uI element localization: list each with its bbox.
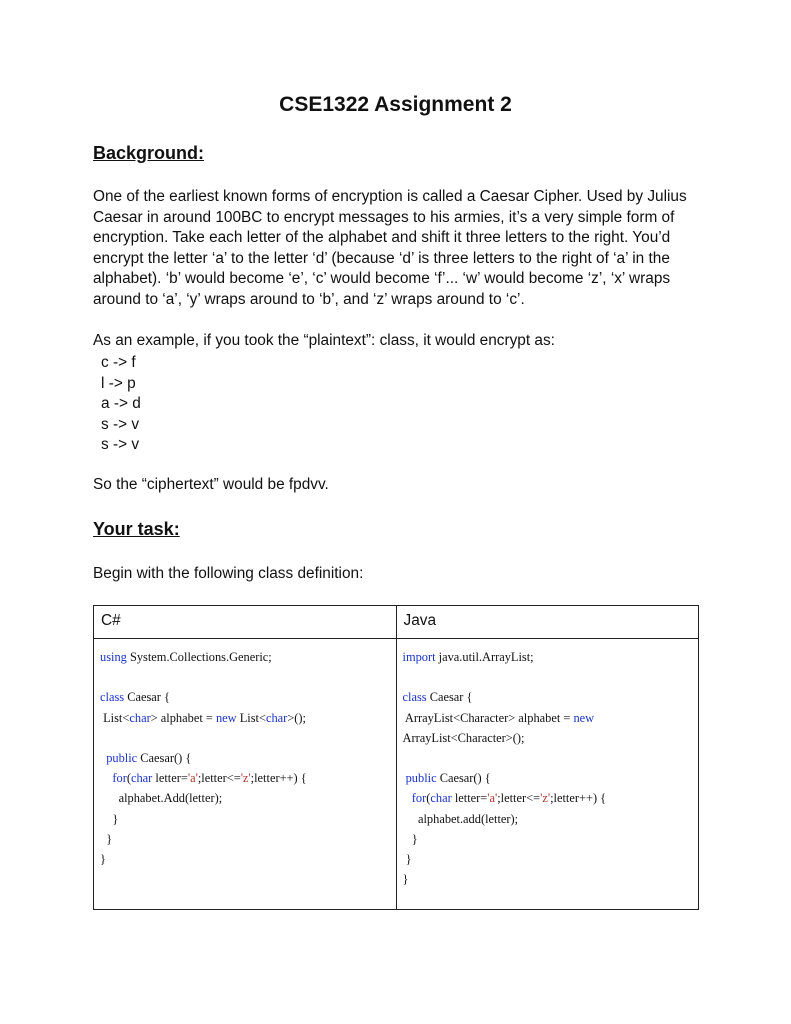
background-heading: Background: bbox=[93, 143, 205, 163]
code-line: } bbox=[100, 811, 119, 826]
code-text: Caesar { bbox=[124, 690, 170, 705]
example-mapping-item: s -> v bbox=[101, 436, 140, 454]
code-keyword: char bbox=[430, 791, 452, 806]
code-line: } bbox=[100, 831, 113, 846]
code-keyword: char bbox=[130, 771, 153, 786]
code-line: alphabet.add(letter); bbox=[402, 811, 519, 826]
page-title: CSE1322 Assignment 2 bbox=[279, 93, 512, 116]
paragraph-line: encrypt the letter ‘a’ to the letter ‘d’ (because ‘d’ is three letters to the right of ‘a’ in the bbox=[93, 249, 670, 267]
code-text: letter= bbox=[152, 771, 188, 786]
code-keyword: class bbox=[402, 690, 427, 705]
code-line bbox=[100, 687, 390, 707]
code-text: ;letter<= bbox=[497, 791, 541, 806]
code-line bbox=[100, 647, 390, 667]
code-text: List< bbox=[100, 710, 130, 725]
code-line bbox=[403, 788, 693, 808]
code-text: ;letter<= bbox=[197, 771, 241, 786]
code-string: 'z' bbox=[240, 771, 251, 786]
your-task-heading: Your task: bbox=[93, 519, 180, 539]
example-intro: As an example, if you took the “plaintext”: class, it would encrypt as: bbox=[93, 332, 555, 349]
code-line: ArrayList<Character>(); bbox=[402, 730, 525, 745]
code-text: letter= bbox=[451, 791, 488, 806]
paragraph-line: Caesar in around 100BC to encrypt messages to his armies, it’s a very simple form of bbox=[93, 208, 675, 226]
code-indent bbox=[100, 771, 112, 785]
code-text: ;letter++) { bbox=[550, 791, 607, 806]
java-code-block bbox=[403, 647, 693, 889]
code-text: >(); bbox=[287, 710, 306, 725]
code-keyword: public bbox=[405, 771, 437, 786]
code-text: ArrayList<Character> alphabet = bbox=[402, 710, 574, 725]
code-keyword: new bbox=[573, 710, 595, 725]
code-text: Caesar() { bbox=[137, 750, 192, 765]
example-mapping-item: a -> d bbox=[101, 395, 141, 413]
code-line: } bbox=[402, 852, 412, 866]
example-mapping-item: l -> p bbox=[101, 374, 136, 392]
code-line bbox=[100, 708, 390, 728]
example-mapping-item: c -> f bbox=[101, 354, 136, 371]
code-text: java.util.ArrayList; bbox=[435, 650, 534, 664]
code-keyword: class bbox=[100, 690, 125, 705]
java-column-header: Java bbox=[396, 606, 699, 639]
code-text: System.Collections.Generic; bbox=[126, 650, 272, 664]
background-paragraph bbox=[93, 187, 713, 311]
code-keyword: new bbox=[215, 710, 237, 725]
code-line: } bbox=[402, 831, 418, 846]
code-keyword: char bbox=[129, 710, 151, 725]
example-mapping-item: s -> v bbox=[101, 415, 140, 433]
code-text: ;letter++) { bbox=[250, 771, 307, 786]
code-line bbox=[403, 708, 693, 728]
paragraph-line: alphabet). ‘b’ would become ‘e’, ‘c’ would become ‘f’... ‘w’ would become ‘z’, ‘x’ wraps bbox=[93, 270, 671, 288]
csharp-code-block bbox=[100, 647, 390, 869]
code-text: Caesar() { bbox=[436, 771, 491, 786]
code-line-blank bbox=[403, 748, 693, 768]
code-text: > alphabet = bbox=[150, 710, 216, 725]
code-line: alphabet.Add(letter); bbox=[100, 791, 223, 806]
code-string: 'a' bbox=[487, 791, 498, 806]
code-line-blank bbox=[100, 728, 390, 748]
paragraph-line: around to ‘a’, ‘y’ wraps around to ‘b’, and ‘z’ wraps around to ‘c’. bbox=[93, 290, 525, 308]
class-definition-table bbox=[93, 605, 699, 910]
code-text: ( bbox=[426, 791, 431, 806]
code-line-blank bbox=[403, 667, 693, 687]
code-indent bbox=[403, 791, 412, 805]
table-header-row bbox=[94, 606, 699, 639]
code-line bbox=[403, 647, 693, 667]
code-line: } bbox=[402, 872, 409, 887]
ciphertext-sentence: So the “ciphertext” would be fpdvv. bbox=[93, 476, 329, 493]
code-keyword: import bbox=[402, 650, 436, 664]
code-line bbox=[100, 748, 390, 768]
paragraph-line: encryption. Take each letter of the alphabet and shift it three letters to the right. You’d bbox=[93, 229, 671, 247]
paragraph-line: One of the earliest known forms of encryption is called a Caesar Cipher. Used by Julius bbox=[93, 188, 687, 205]
code-text: Caesar { bbox=[426, 690, 473, 705]
code-line-blank bbox=[100, 667, 390, 687]
code-text: ( bbox=[126, 771, 131, 786]
code-string: 'a' bbox=[187, 771, 198, 786]
code-line bbox=[403, 768, 693, 788]
java-code-cell bbox=[396, 639, 699, 910]
example-mapping-list bbox=[101, 353, 141, 456]
code-keyword: for bbox=[112, 771, 127, 786]
csharp-column-header: C# bbox=[94, 606, 397, 639]
csharp-code-cell bbox=[94, 639, 397, 910]
table-row bbox=[94, 639, 699, 910]
code-string: 'z' bbox=[540, 791, 551, 806]
code-keyword: for bbox=[411, 791, 427, 806]
code-line: } bbox=[100, 852, 106, 866]
task-intro: Begin with the following class definition: bbox=[93, 565, 364, 582]
code-keyword: char bbox=[265, 710, 288, 725]
code-keyword: public bbox=[106, 750, 138, 765]
code-line bbox=[403, 687, 693, 707]
code-line bbox=[100, 768, 390, 788]
code-text: List< bbox=[236, 710, 266, 725]
code-keyword: using bbox=[100, 650, 127, 664]
